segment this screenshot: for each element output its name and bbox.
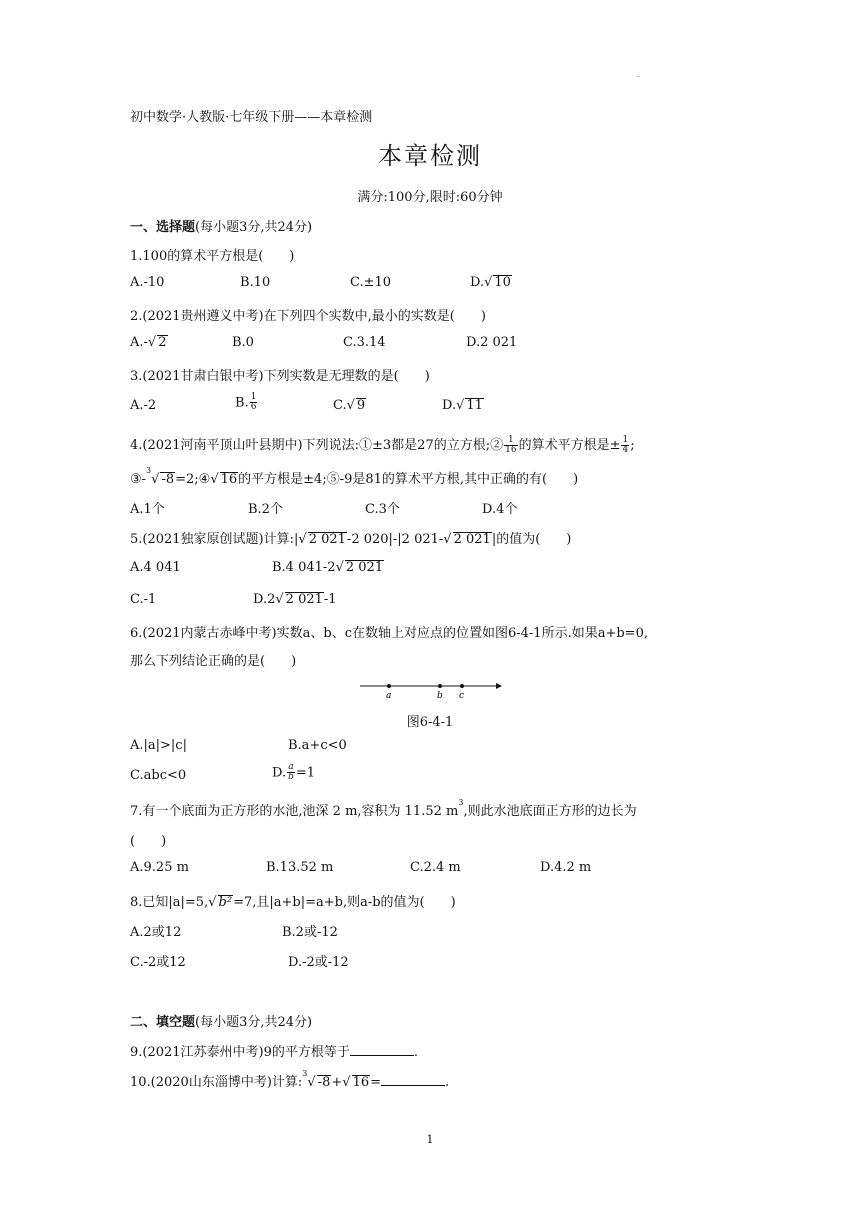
label-a: a bbox=[386, 691, 392, 701]
q8-option-a: A.2或12 bbox=[130, 925, 182, 940]
q5-option-a: A.4 041 bbox=[130, 560, 181, 575]
option-prefix: D.2 bbox=[253, 592, 276, 607]
text: 的算术平方根是± bbox=[518, 438, 621, 453]
section-number: 一、 bbox=[130, 220, 157, 235]
exam-info: 满分:100分,限时:60分钟 bbox=[357, 190, 503, 205]
text: . bbox=[413, 1045, 419, 1060]
q3-option-c bbox=[333, 398, 366, 413]
text: -2 020|-|2 021- bbox=[346, 532, 444, 547]
section-name: 填空题 bbox=[156, 1015, 196, 1030]
question-3: 3.(2021甘肃白银中考)下列实数是无理数的是( ) bbox=[130, 369, 430, 384]
q2-option-d: D.2 021 bbox=[466, 335, 518, 350]
numerator: 1 bbox=[250, 392, 257, 402]
question-6-line-2: 那么下列结论正确的是( ) bbox=[130, 654, 297, 669]
sqrt-sign: √ bbox=[484, 275, 493, 290]
denominator: 16 bbox=[505, 445, 517, 455]
option-prefix: B.4 041-2 bbox=[272, 560, 336, 575]
sqrt-sign: √ bbox=[443, 532, 452, 547]
text: 8.已知|a|=5, bbox=[130, 895, 209, 910]
fraction bbox=[504, 436, 517, 456]
text: =7,且|a+b|=a+b,则a-b的值为( ) bbox=[233, 895, 456, 910]
q8-option-b: B.2或-12 bbox=[282, 925, 338, 940]
cube-root-index: 3 bbox=[146, 466, 152, 475]
corner-mark: . bbox=[637, 70, 640, 79]
radicand: 10 bbox=[494, 275, 511, 290]
point-b bbox=[438, 684, 442, 688]
text: 10.(2020山东淄博中考)计算: bbox=[130, 1075, 303, 1090]
q5-option-b bbox=[272, 560, 384, 575]
radicand: 2 021 bbox=[285, 592, 323, 607]
question-1: 1.100的算术平方根是( ) bbox=[130, 249, 295, 264]
option-prefix: C. bbox=[333, 398, 347, 413]
section-heading-fill bbox=[130, 1011, 312, 1030]
sqrt-sign: √ bbox=[456, 398, 465, 413]
section-note: (每小题3分,共24分) bbox=[195, 1015, 313, 1030]
q4-option-b: B.2个 bbox=[248, 502, 283, 517]
numerator: a bbox=[288, 762, 294, 772]
text: 4.(2021河南平顶山叶县期中)下列说法:①±3都是27的立方根;② bbox=[130, 438, 504, 453]
q3-option-d bbox=[442, 398, 484, 413]
text: + bbox=[331, 1075, 343, 1090]
figure-caption: 图6-4-1 bbox=[406, 715, 454, 730]
number-line-figure bbox=[358, 676, 504, 702]
denominator: b bbox=[288, 772, 294, 783]
q7-option-b: B.13.52 m bbox=[266, 860, 334, 875]
q7-option-d: D.4.2 m bbox=[540, 860, 592, 875]
text: . bbox=[445, 1075, 450, 1090]
text: 7.有一个底面为正方形的水池,池深 2 m,容积为 11.52 m bbox=[130, 804, 459, 819]
text: = bbox=[370, 1075, 382, 1090]
q6-option-a: A.|a|>|c| bbox=[130, 738, 187, 753]
q4-option-d: D.4个 bbox=[482, 502, 518, 517]
radicand: 2 021 bbox=[453, 532, 491, 547]
section-number: 二、 bbox=[130, 1015, 157, 1030]
text: |的值为( ) bbox=[491, 532, 572, 547]
root-sign: √ bbox=[307, 1075, 316, 1090]
answer-blank[interactable] bbox=[350, 1043, 414, 1056]
section-heading-choice bbox=[130, 216, 312, 235]
sqrt-sign: √ bbox=[346, 398, 355, 413]
sqrt-sign: √ bbox=[298, 532, 307, 547]
question-8 bbox=[130, 891, 456, 910]
q5-option-c: C.-1 bbox=[130, 592, 157, 607]
sqrt-sign: √ bbox=[275, 592, 284, 607]
superscript: 3 bbox=[458, 798, 464, 807]
q4-option-a: A.1个 bbox=[130, 502, 165, 517]
option-suffix: =1 bbox=[295, 765, 316, 781]
question-6-line-1: 6.(2021内蒙古赤峰中考)实数a、b、c在数轴上对应点的位置如图6-4-1所示.如果a+b=0, bbox=[130, 626, 648, 641]
radicand: 11 bbox=[466, 398, 483, 413]
point-a bbox=[387, 684, 391, 688]
section-name: 选择题 bbox=[156, 220, 196, 235]
question-2: 2.(2021贵州遵义中考)在下列四个实数中,最小的实数是( ) bbox=[130, 309, 486, 324]
question-7-line-1 bbox=[130, 800, 637, 819]
numerator: 1 bbox=[622, 434, 629, 445]
radicand: 16 bbox=[352, 1075, 370, 1090]
page-title: 本章检测 bbox=[378, 142, 482, 170]
radicand: -8 bbox=[161, 472, 175, 487]
q2-option-a bbox=[130, 335, 168, 350]
page-number: 1 bbox=[426, 1133, 434, 1146]
axis-arrow bbox=[496, 683, 502, 689]
radicand: 2 bbox=[158, 335, 167, 350]
radicand: 2 021 bbox=[308, 532, 346, 547]
label-c: c bbox=[459, 691, 465, 701]
q5-option-d bbox=[253, 592, 337, 607]
fraction bbox=[621, 436, 629, 456]
label-b: b bbox=[437, 691, 443, 701]
sqrt-sign: √ bbox=[208, 895, 217, 910]
text: ; bbox=[630, 438, 635, 453]
option-suffix: -1 bbox=[323, 592, 337, 607]
q8-option-c: C.-2或12 bbox=[130, 955, 186, 970]
fraction bbox=[250, 393, 258, 413]
q1-option-a: A.-10 bbox=[130, 275, 165, 290]
answer-blank[interactable] bbox=[381, 1073, 445, 1086]
sqrt-sign: √ bbox=[210, 472, 219, 487]
option-prefix: D. bbox=[470, 275, 485, 290]
q6-option-b: B.a+c<0 bbox=[288, 738, 347, 753]
text: ③- bbox=[130, 472, 147, 487]
option-prefix: D. bbox=[442, 398, 457, 413]
q7-option-c: C.2.4 m bbox=[410, 860, 461, 875]
option-prefix: D. bbox=[272, 765, 287, 781]
q1-option-c: C.±10 bbox=[350, 275, 392, 290]
radicand: b² bbox=[218, 895, 233, 910]
cube-root-index: 3 bbox=[302, 1069, 308, 1078]
fraction bbox=[287, 763, 295, 783]
q7-option-a: A.9.25 m bbox=[130, 860, 189, 875]
question-9 bbox=[130, 1041, 418, 1060]
section-note: (每小题3分,共24分) bbox=[195, 220, 313, 235]
sqrt-sign: √ bbox=[147, 335, 157, 350]
option-prefix: B. bbox=[235, 395, 249, 411]
q4-option-c: C.3个 bbox=[365, 502, 400, 517]
page-header: 初中数学·人教版·七年级下册——本章检测 bbox=[130, 110, 373, 125]
denominator: 4 bbox=[622, 445, 629, 455]
question-4-line-1 bbox=[130, 434, 635, 455]
q2-option-c: C.3.14 bbox=[343, 335, 386, 350]
radicand: 16 bbox=[220, 472, 238, 487]
q2-option-b: B.0 bbox=[232, 335, 254, 350]
q6-option-d bbox=[272, 763, 315, 783]
text: 5.(2021独家原创试题)计算:| bbox=[130, 532, 299, 547]
q3-option-a: A.-2 bbox=[130, 398, 157, 413]
radicand: -8 bbox=[317, 1075, 331, 1090]
denominator: 6 bbox=[250, 402, 257, 413]
q3-option-b bbox=[235, 393, 258, 413]
option-prefix: A.- bbox=[130, 335, 148, 350]
question-4-line-2 bbox=[130, 468, 578, 487]
question-5 bbox=[130, 528, 571, 547]
point-c bbox=[460, 684, 464, 688]
numerator: 1 bbox=[504, 436, 517, 446]
sqrt-sign: √ bbox=[342, 1075, 351, 1090]
text: 的平方根是±4;⑤-9是81的算术平方根,其中正确的有( ) bbox=[238, 472, 579, 487]
text: 9.(2021江苏泰州中考)9的平方根等于 bbox=[130, 1045, 350, 1060]
question-7-line-2: ( ) bbox=[130, 834, 167, 849]
q8-option-d: D.-2或-12 bbox=[288, 955, 349, 970]
question-10 bbox=[130, 1071, 449, 1090]
radicand: 2 021 bbox=[345, 560, 384, 575]
sqrt-sign: √ bbox=[335, 560, 344, 575]
q1-option-d bbox=[470, 275, 512, 290]
text: =2;④ bbox=[175, 472, 211, 487]
q6-option-c: C.abc<0 bbox=[130, 768, 187, 783]
radicand: 9 bbox=[356, 398, 366, 413]
q1-option-b: B.10 bbox=[240, 275, 271, 290]
root-sign: √ bbox=[151, 472, 160, 487]
text: ,则此水池底面正方形的边长为 bbox=[463, 804, 637, 819]
